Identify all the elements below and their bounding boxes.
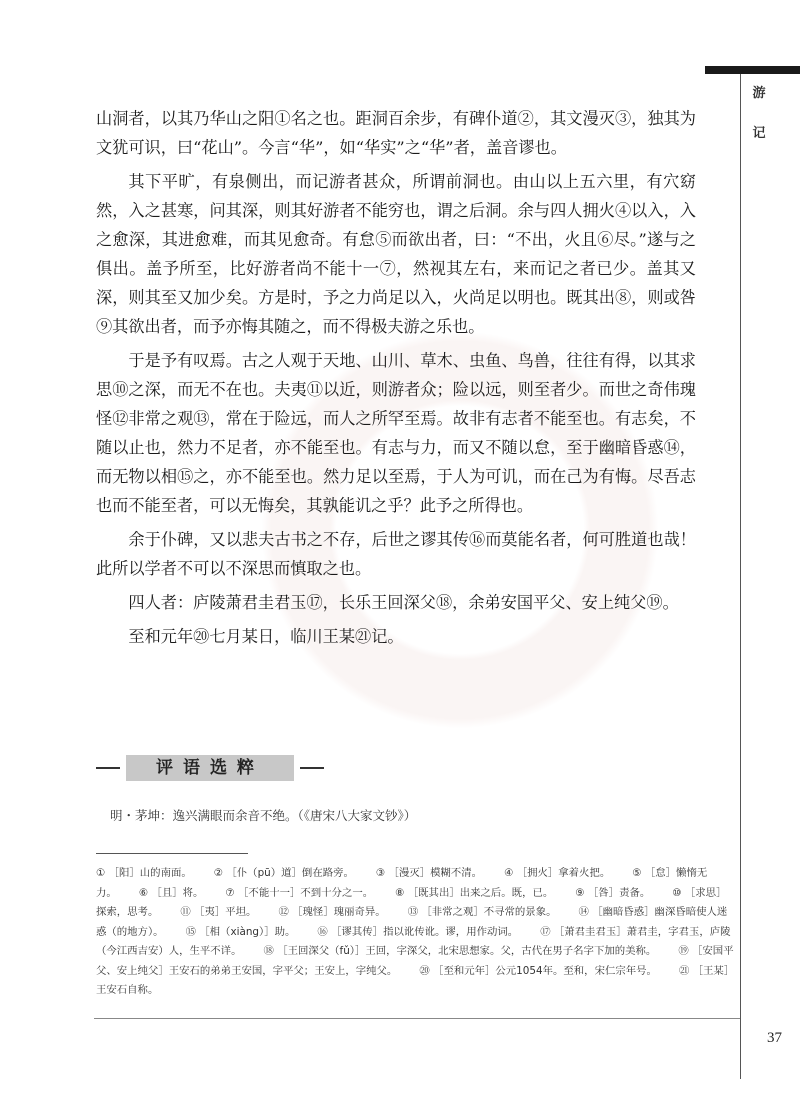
header-line-right (300, 767, 324, 769)
paragraph: 山洞者，以其乃华山之阳①名之也。距洞百余步，有碑仆道②，其文漫灭③，独其为文犹可识，曰“花山”。今言“华”，如“华实”之“华”者，盖音谬也。 (96, 109, 696, 157)
footnote: ⑧ ［既其出］出来之后。既，已。 (395, 886, 554, 899)
footnote: ⑱ ［王回深父（fǔ）］王回，字深父，北宋思想家。父，古代在男子名字下加的美称。 (263, 945, 657, 957)
footnote: ㉑ ［王某］王安石自称。 (96, 964, 735, 996)
footnote: ⑦ ［不能十一］不到十分之一。 (225, 886, 374, 899)
section-title: 评语选粹 (126, 755, 294, 781)
critic-comment: 明・茅坤：逸兴满眼而余音不绝。（《唐宋八大家文钞》） (110, 808, 417, 823)
paragraph: 至和元年⑳七月某日，临川王某㉑记。 (128, 627, 404, 646)
header-line-left (96, 767, 120, 769)
footnote: ⑪ ［夷］平坦。 (180, 906, 257, 918)
footnote: ④ ［拥火］拿着火把。 (504, 867, 611, 879)
paragraph: 余于仆碑，又以悲夫古书之不存，后世之谬其传⑯而莫能名者，何可胜道也哉！此所以学者不可以不深思而慎取之也。 (96, 530, 696, 578)
page-number: 37 (767, 1030, 782, 1046)
essay-body (96, 104, 696, 656)
footnote: ① ［阳］山的南面。 (96, 867, 192, 879)
footnote: ⑰ ［萧君圭君玉］萧君圭，字君玉，庐陵（今江西吉安）人，生平不详。 (96, 925, 731, 957)
footnote: ⑮ ［相（xiàng）］助。 (185, 925, 296, 938)
paragraph: 四人者：庐陵萧君圭君玉⑰，长乐王回深父⑱，余弟安国平父、安上纯父⑲。 (128, 593, 679, 612)
side-tab-char-1: 游 (752, 86, 766, 101)
footer-rule (94, 1018, 740, 1019)
footnote: ⑤ ［怠］懒惰无力。 (96, 867, 708, 899)
footnote: ⑲ ［安国平父、安上纯父］王安石的弟弟王安国，字平父；王安上，字纯父。 (96, 945, 734, 977)
footnote: ⑭ ［幽暗昏惑］幽深昏暗使人迷惑（的地方）。 (96, 906, 728, 938)
section-side-tab (741, 74, 777, 154)
footnotes (96, 864, 736, 1001)
section-header (96, 755, 322, 781)
paragraph: 其下平旷，有泉侧出，而记游者甚众，所谓前洞也。由山以上五六里，有穴窈然，入之甚寒，问其深，则其好游者不能穷也，谓之后洞。余与四人拥火④以入，入之愈深，其进愈难，而其见愈奇。有怠⑤而欲出者，曰：“不出，火且⑥尽。”遂与之俱出。盖予所至，比好游者尚不能十一⑦，然视其左右，来而记之者已少。盖其又深，则其至又加少矣。方是时，予之力尚足以入，火尚足以明也。既其出⑧，则或咎⑨其欲出者，而予亦悔其随之，而不得极夫游之乐也。 (96, 172, 696, 336)
side-tab-char-2: 记 (752, 126, 766, 141)
footnote: ⑬ ［非常之观］不寻常的景象。 (407, 906, 557, 918)
footnote: ⑫ ［瑰怪］瑰丽奇异。 (278, 906, 386, 918)
footnote: ⑨ ［咎］责备。 (575, 886, 651, 899)
paragraph: 于是予有叹焉。古之人观于天地、山川、草木、虫鱼、鸟兽，往往有得，以其求思⑩之深，而无不在也。夫夷⑪以近，则游者众；险以远，则至者少。而世之奇伟瑰怪⑫非常之观⑬，常在于险远，而人之所罕至焉。故非有志者不能至也。有志矣，不随以止也，然力不足者，亦不能至也。有志与力，而又不随以怠，至于幽暗昏惑⑭，而无物以相⑮之，亦不能至也。然力足以至焉，于人为可讥，而在己为有悔。尽吾志也而不能至者，可以无悔矣，其孰能讥之乎？此予之所得也。 (96, 351, 696, 515)
footnote: ⑥ ［且］将。 (138, 886, 204, 899)
footnote: ⑳ ［至和元年］公元1054年。至和，宋仁宗年号。 (419, 964, 657, 977)
margin-rule (740, 74, 741, 1079)
header-rule (705, 66, 800, 74)
footnote: ⑩ ［求思］探索，思考。 (96, 886, 727, 918)
footnote: ⑯ ［谬其传］指以讹传讹。谬，用作动词。 (317, 925, 519, 938)
footnote-rule (96, 853, 248, 854)
footnote: ② ［仆（pū）道］倒在路旁。 (213, 867, 354, 879)
footnote: ③ ［漫灭］模糊不清。 (375, 867, 483, 879)
